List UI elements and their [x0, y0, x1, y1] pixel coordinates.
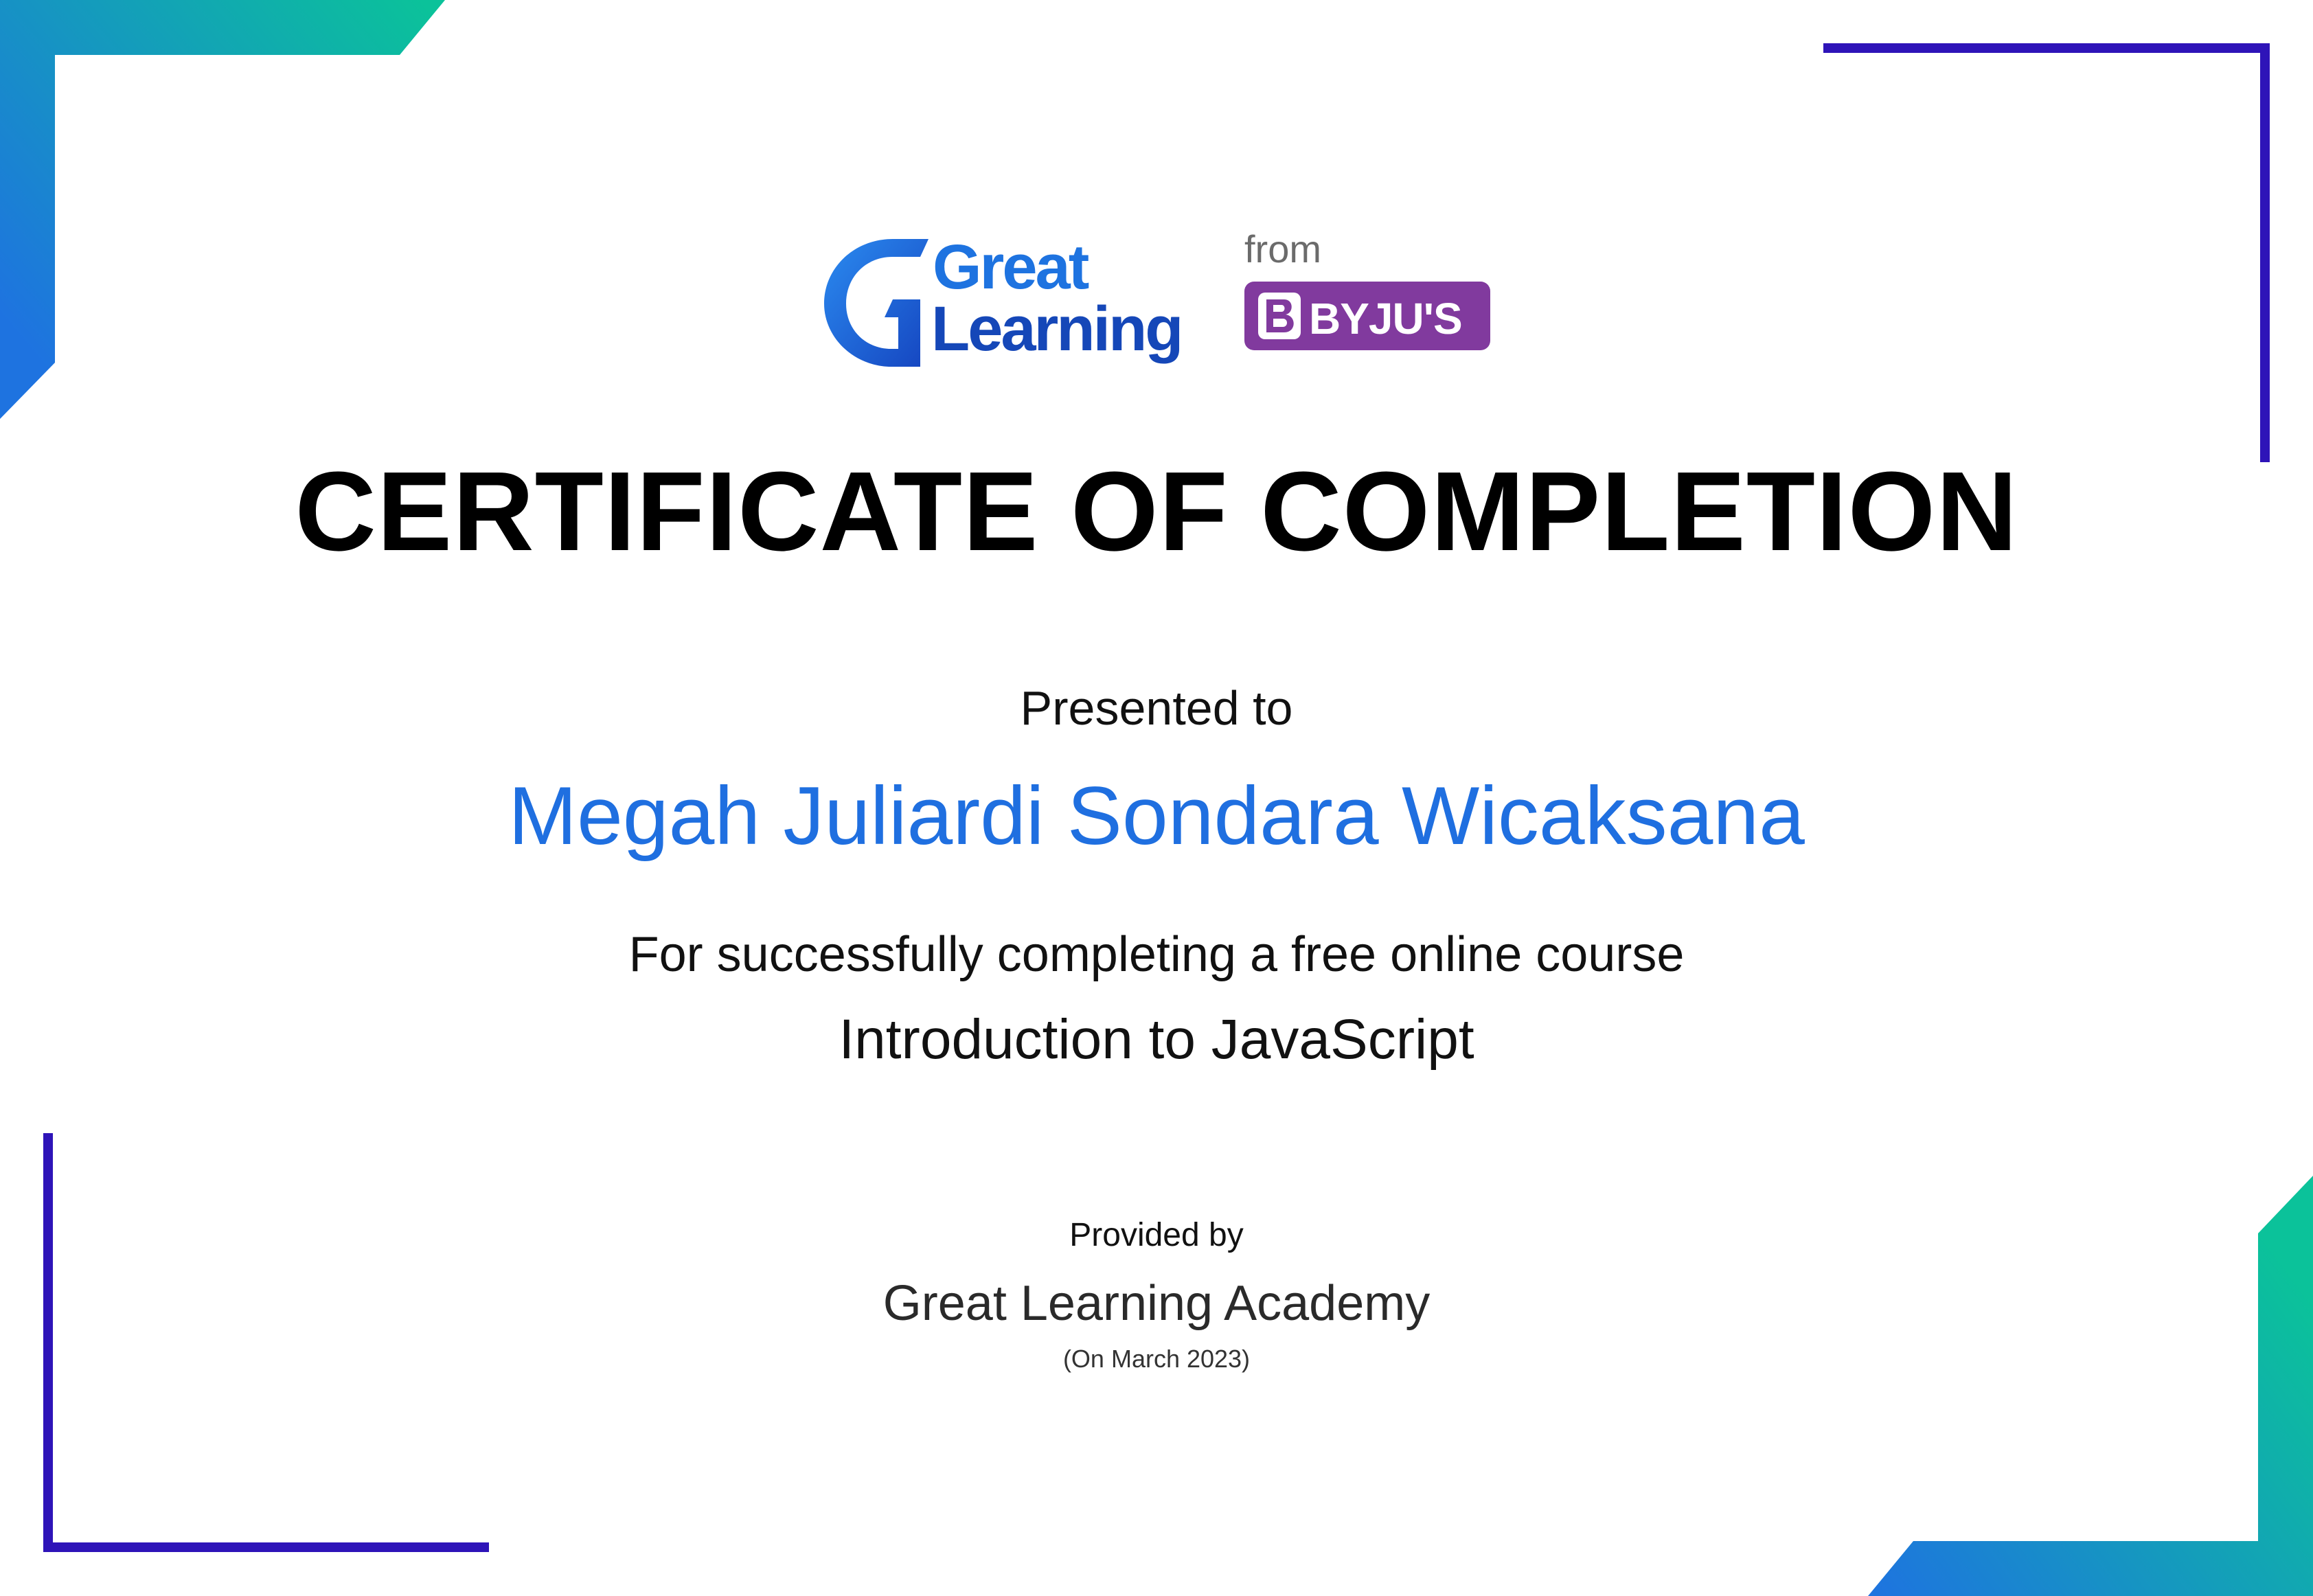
- logo-from-text: from: [1244, 227, 1321, 271]
- provided-by-label: Provided by: [1069, 1217, 1244, 1253]
- certificate-title: CERTIFICATE OF COMPLETION: [295, 448, 2018, 574]
- presented-to-label: Presented to: [1020, 681, 1293, 735]
- corner-top-left-gradient: [0, 0, 445, 419]
- bracket-top-right: [1823, 48, 2265, 462]
- logo-learning-text: Learning: [931, 294, 1182, 364]
- completion-date: (On March 2023): [1062, 1345, 1251, 1373]
- course-name: Introduction to JavaScript: [839, 1008, 1474, 1071]
- provider-name: Great Learning Academy: [882, 1276, 1431, 1331]
- logo-byjus-text: BYJU'S: [1309, 294, 1462, 343]
- logo-great-text: Great: [933, 232, 1088, 302]
- great-learning-g-icon: [824, 239, 928, 367]
- bracket-bottom-left: [48, 1133, 489, 1547]
- recipient-name: Megah Juliardi Sondara Wicaksana: [508, 770, 1805, 862]
- completion-reason: For successfully completing a free online course: [628, 927, 1685, 982]
- great-learning-byjus-logo: [817, 227, 1504, 371]
- byjus-b-icon: [1258, 293, 1301, 339]
